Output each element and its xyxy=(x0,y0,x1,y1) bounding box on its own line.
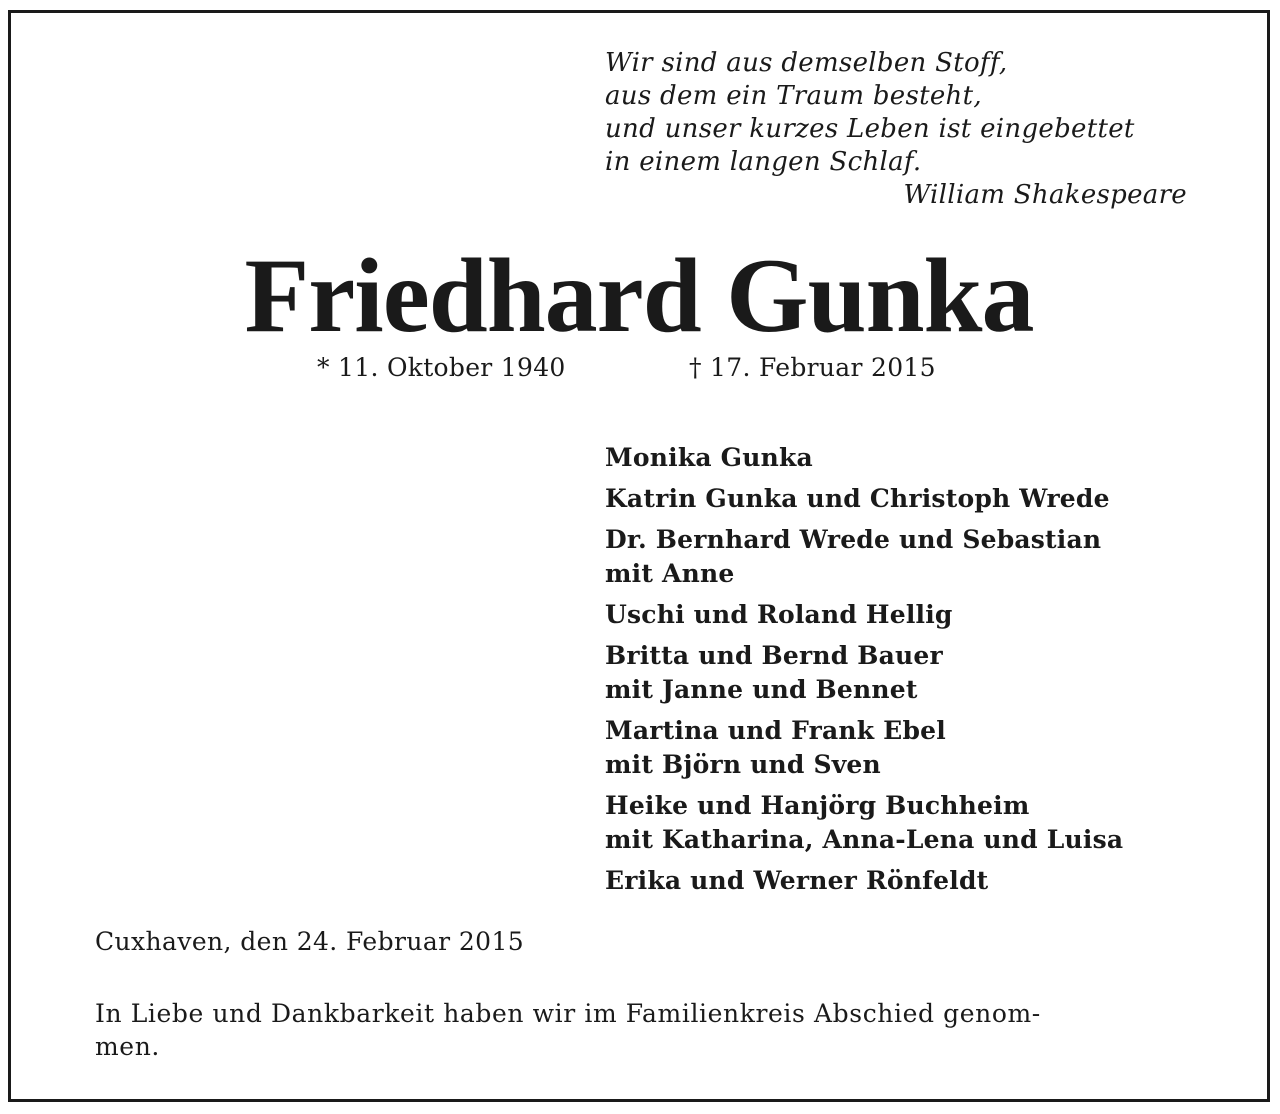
mourner-line: Heike und Hanjörg Buchheim xyxy=(605,791,1030,820)
mourner-line: Dr. Bernhard Wrede und Sebastian xyxy=(605,525,1102,554)
mourners-list xyxy=(605,441,1245,905)
place-and-date: Cuxhaven, den 24. Februar 2015 xyxy=(95,927,525,956)
mourner-line: Martina und Frank Ebel xyxy=(605,716,946,745)
quote-line: und unser kurzes Leben ist eingebettet xyxy=(605,114,1135,144)
mourner-line: Katrin Gunka und Christoph Wrede xyxy=(605,484,1110,513)
closing-line: In Liebe und Dankbarkeit haben wir im Familienkreis Abschied genom- xyxy=(95,999,1041,1028)
quote-line: in einem langen Schlaf. xyxy=(605,147,922,177)
mourner-entry xyxy=(605,789,1245,857)
death-date: † 17. Februar 2015 xyxy=(689,353,936,382)
closing-line: men. xyxy=(95,1032,160,1061)
mourner-entry xyxy=(605,523,1245,591)
mourner-entry xyxy=(605,482,1245,516)
deceased-name: Friedhard Gunka xyxy=(244,237,1034,354)
quote-line: Wir sind aus demselben Stoff, xyxy=(605,48,1008,78)
epigraph-quote xyxy=(605,47,1195,212)
birth-date: * 11. Oktober 1940 xyxy=(317,353,566,382)
mourner-entry xyxy=(605,441,1245,475)
mourner-line: Britta und Bernd Bauer xyxy=(605,641,943,670)
mourner-line: mit Björn und Sven xyxy=(605,750,881,779)
quote-author: William Shakespeare xyxy=(903,180,1187,210)
mourner-line: Erika und Werner Rönfeldt xyxy=(605,866,989,895)
mourner-entry xyxy=(605,639,1245,707)
mourner-line: mit Katharina, Anna-Lena und Luisa xyxy=(605,825,1124,854)
mourner-entry xyxy=(605,864,1245,898)
mourner-line: Monika Gunka xyxy=(605,443,813,472)
mourner-line: mit Anne xyxy=(605,559,735,588)
closing-statement xyxy=(95,997,1205,1063)
quote-line: aus dem ein Traum besteht, xyxy=(605,81,982,111)
mourner-entry xyxy=(605,714,1245,782)
mourner-line: mit Janne und Bennet xyxy=(605,675,918,704)
mourner-entry xyxy=(605,598,1245,632)
obituary-notice xyxy=(8,10,1270,1102)
mourner-line: Uschi und Roland Hellig xyxy=(605,600,953,629)
